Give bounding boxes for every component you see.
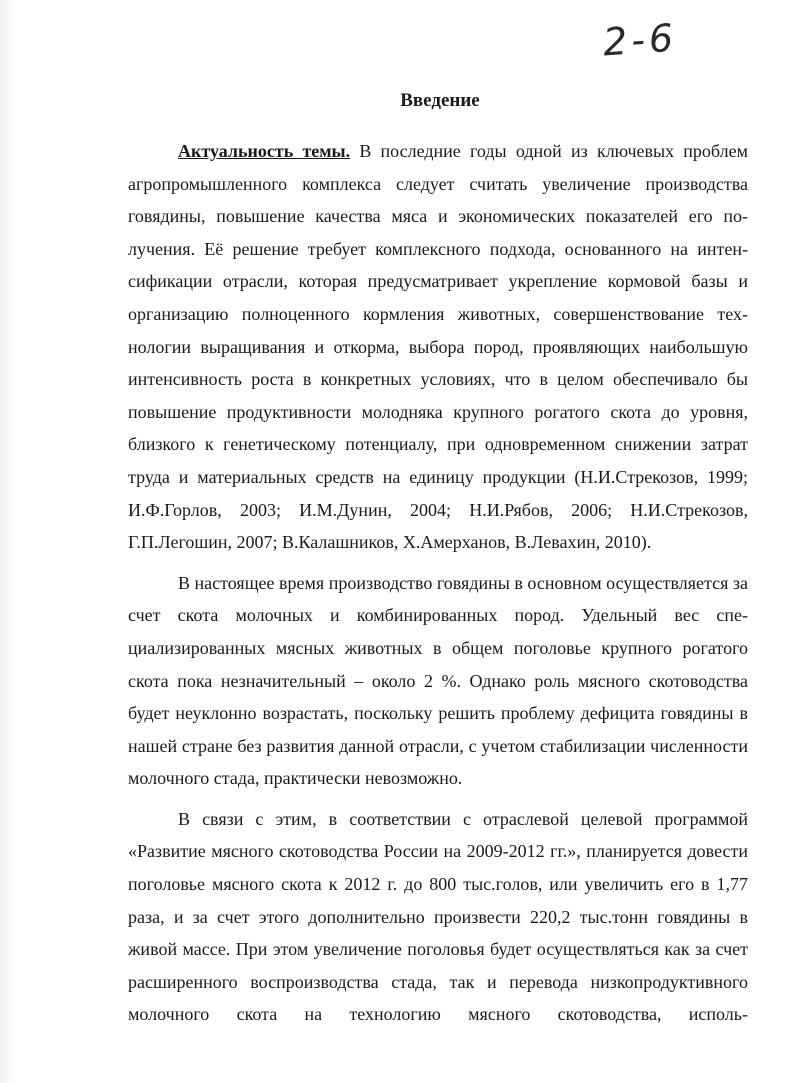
document-body [128, 135, 748, 1031]
page-title: Введение [400, 90, 480, 111]
scan-edge [0, 0, 14, 1083]
paragraph-current-production: В настоящее время производство говядины в основном осуществляется за счет скота молочных и комбинированных пород. Удельный вес специализированных мясных животных в общем поголовье крупного рогатого скота пока незначительный – около 2 %. Однако роль мясного скотоводства будет неуклонно возрастать, поскольку решить проблему дефицита говядины в нашей стране без развития данной отрасли, с учетом стабилизации численности молочного стада, практически невозможно. [128, 572, 748, 789]
handwritten-page-mark: 2-6 [601, 15, 679, 65]
paragraph-relevance [128, 135, 748, 559]
paragraph-text: В последние годы одной из ключевых проблем агропромышленного комплекса следует считать увеличение производства говядины, повышение качества мяса и экономических показателей его получения. Её решение требует комплексного подхода, основанного на интенсификации отрасли, которая предусматривает укрепление кормовой базы и организацию полноценного кормления животных, совершенствование технологии выращивания и откорма, выбора пород, проявляющих наибольшую интенсивность роста в конкретных условиях, что в целом обеспечивало бы повышение продуктивности молодняка крупного рогатого скота до уровня, близкого к генетическому потенциалу, при одновременном снижении затрат труда и материальных средств на единицу продукции (Н.И.Стрекозов, 1999; И.Ф.Горлов, 2003; И.М.Дунин, 2004; Н.И.Рябов, 2006; Н.И.Стрекозов, Г.П.Легошин, 2007; В.Калашников, Х.Амерханов, В.Левахин, 2010). [128, 141, 748, 553]
paragraph-program: В связи с этим, в соответствии с отраслевой целевой программой «Развитие мясного скотоводства России на 2009-2012 гг.», планируется довести поголовье мясного скота к 2012 г. до 800 тыс.голов, или увеличить его в 1,77 раза, и за счет этого дополнительно произвести 220,2 тыс.тонн говядины в живой массе. При этом увеличение поголовья будет осуществляться как за счет расширенного воспроизводства стада, так и перевода низкопродуктивного молочного скота на технологию мясного скотоводства, исполь- [128, 808, 748, 1025]
section-heading: Актуальность темы. [178, 141, 351, 161]
